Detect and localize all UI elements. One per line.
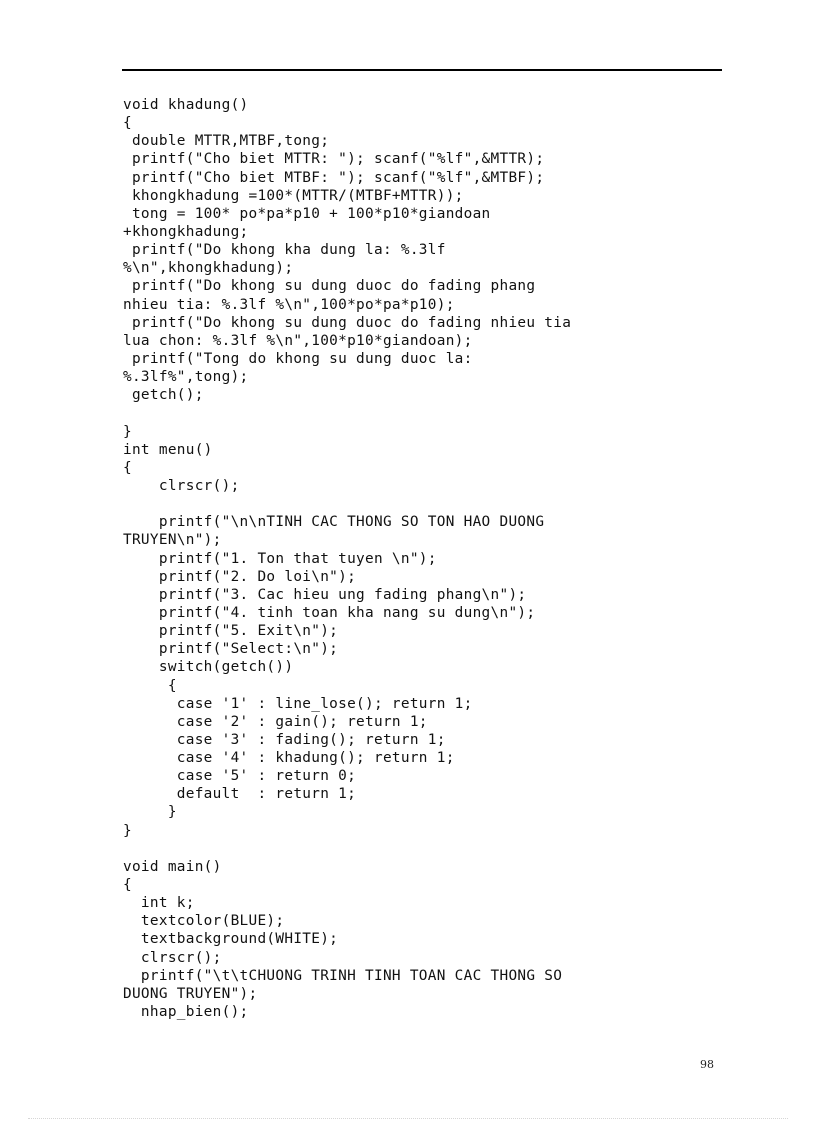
code-line: {: [123, 459, 132, 476]
code-line: }: [123, 822, 132, 839]
code-line: nhap_bien();: [123, 1004, 249, 1021]
code-line: printf("Cho biet MTTR: "); scanf("%lf",&MTTR);: [123, 151, 545, 168]
code-line: clrscr();: [123, 949, 222, 966]
code-line: printf("2. Do loi\n");: [123, 568, 357, 585]
code-line: printf("3. Cac hieu ung fading phang\n");: [123, 586, 527, 603]
code-line: printf("Tong do khong su dung duoc la:: [123, 350, 473, 367]
code-line: +khongkhadung;: [123, 223, 249, 240]
page-number: 98: [700, 1058, 714, 1071]
code-line: switch(getch()): [123, 659, 294, 676]
code-line: printf("Do khong su dung duoc do fading phang: [123, 278, 536, 295]
code-line: int k;: [123, 895, 195, 912]
code-line: clrscr();: [123, 477, 240, 494]
code-line: khongkhadung =100*(MTTR/(MTBF+MTTR));: [123, 187, 464, 204]
code-line: tong = 100* po*pa*p10 + 100*p10*giandoan: [123, 205, 491, 222]
code-line: case '1' : line_lose(); return 1;: [123, 695, 473, 712]
code-line: TRUYEN\n");: [123, 532, 222, 549]
code-line: textcolor(BLUE);: [123, 913, 285, 930]
header-rule: [122, 69, 722, 71]
code-line: case '2' : gain(); return 1;: [123, 713, 428, 730]
code-line: lua chon: %.3lf %\n",100*p10*giandoan);: [123, 332, 473, 349]
code-line: printf("Select:\n");: [123, 641, 339, 658]
code-line: {: [123, 877, 132, 894]
code-line: nhieu tia: %.3lf %\n",100*po*pa*p10);: [123, 296, 455, 313]
code-line: DUONG TRUYEN");: [123, 985, 258, 1002]
code-line: case '3' : fading(); return 1;: [123, 731, 446, 748]
code-line: %.3lf%",tong);: [123, 369, 249, 386]
code-line: {: [123, 677, 177, 694]
code-line: textbackground(WHITE);: [123, 931, 339, 948]
code-line: }: [123, 423, 132, 440]
code-line: double MTTR,MTBF,tong;: [123, 133, 330, 150]
code-line: int menu(): [123, 441, 213, 458]
code-line: void khadung(): [123, 97, 249, 113]
code-line: printf("4. tinh toan kha nang su dung\n");: [123, 604, 536, 621]
code-line: printf("\n\nTINH CAC THONG SO TON HAO DUONG: [123, 514, 545, 531]
code-line: void main(): [123, 858, 222, 875]
code-line: %\n",khongkhadung);: [123, 260, 294, 277]
code-line: getch();: [123, 387, 204, 404]
code-line: printf("Cho biet MTBF: "); scanf("%lf",&MTBF);: [123, 169, 545, 186]
code-line: printf("Do khong su dung duoc do fading nhieu tia: [123, 314, 572, 331]
code-line: case '5' : return 0;: [123, 768, 357, 785]
code-line: [123, 495, 571, 513]
code-line: printf("Do khong kha dung la: %.3lf: [123, 242, 446, 259]
code-listing: [123, 96, 571, 1021]
code-line: {: [123, 115, 132, 132]
code-line: default : return 1;: [123, 786, 357, 803]
page-bottom-border: [28, 1118, 788, 1119]
code-line: [123, 404, 571, 422]
code-line: case '4' : khadung(); return 1;: [123, 750, 455, 767]
code-line: printf("1. Ton that tuyen \n");: [123, 550, 437, 567]
code-line: [123, 840, 571, 858]
code-line: printf("\t\tCHUONG TRINH TINH TOAN CAC THONG SO: [123, 967, 563, 984]
code-line: }: [123, 804, 177, 821]
code-line: printf("5. Exit\n");: [123, 623, 339, 640]
